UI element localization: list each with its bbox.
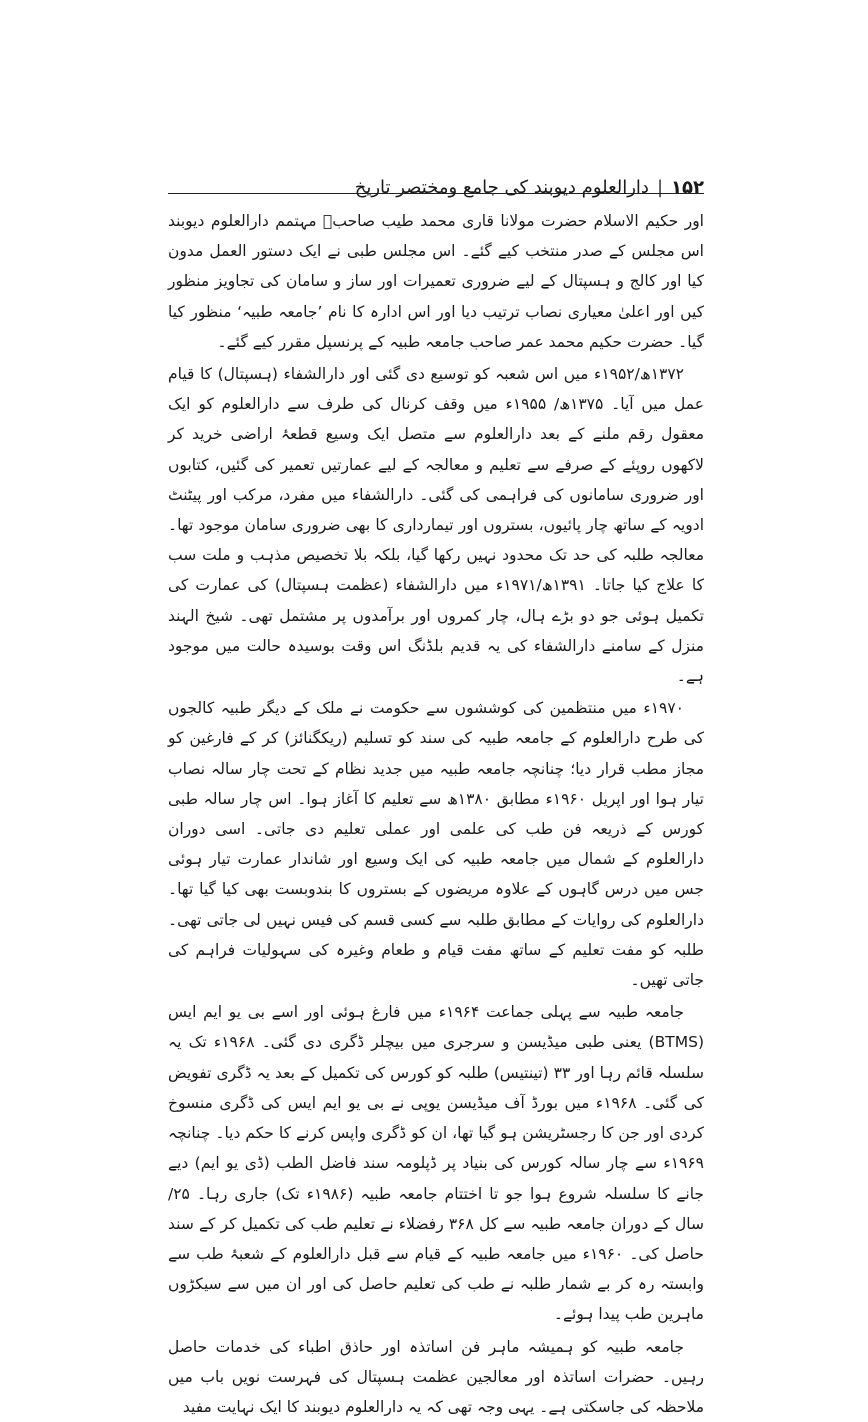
book-title: دارالعلوم دیوبند کی جامع ومختصر تاریخ	[354, 177, 649, 198]
header-separator: |	[656, 177, 664, 198]
body-text	[168, 206, 704, 1416]
running-header	[168, 160, 704, 200]
paragraph-3: ۱۹۷۰ء میں منتظمین کی کوششوں سے حکومت نے ملک کے دیگر طبیہ کالجوں کی طرح دارالعلوم کے جامعہ طبیہ کی سند کو تسلیم (ریکگنائز) کر کے فارغین کو مجاز مطب قرار دیا؛ چنانچہ جامعہ طبیہ میں جدید نظام کے تحت چار سالہ نصاب تیار ہوا اور اپریل ۱۹۶۰ء مطابق ۱۳۸۰ھ سے تعلیم کا آغاز ہوا۔ اس چار سالہ طبی کورس کے ذریعہ فن طب کی علمی اور عملی تعلیم دی جاتی۔ اسی دوران دارالعلوم کے شمال میں جامعہ طبیہ کی ایک وسیع اور شاندار عمارت تیار ہوئی جس میں درس گاہوں کے علاوہ مریضوں کے بستروں کا بندوبست بھی کیا گیا تھا۔ دارالعلوم کی روایات کے مطابق طلبہ سے کسی قسم کی فیس نہیں لی جاتی تھی۔ طلبہ کو مفت تعلیم کے ساتھ مفت قیام و طعام وغیرہ کی سہولیات فراہم کی جاتی تھیں۔	[168, 699, 704, 990]
paragraph-5: جامعہ طبیہ کو ہمیشہ ماہر فن اساتذہ اور حاذق اطباء کی خدمات حاصل رہیں۔ حضرات اساتذہ اور معالجین عظمت ہسپتال کی فہرست نویں باب میں ملاحظہ کی جاسکتی ہے۔ یہی وجہ تھی کہ یہ دارالعلوم دیوبند کا ایک نہایت مفید	[168, 1337, 704, 1416]
paragraph-1: اور حکیم الاسلام حضرت مولانا قاری محمد طیب صاحبؒ مہتمم دارالعلوم دیوبند اس مجلس کے صدر منتخب کیے گئے۔ اس مجلس طبی نے ایک دستور العمل مدون کیا اور کالج و ہسپتال کے لیے ضروری تعمیرات اور ساز و سامان کی تجاویز منظور کیں اور اعلیٰ معیاری نصاب ترتیب دیا اور اس ادارہ کا نام ’جامعہ طبیہ‘ منظور کیا گیا۔ حضرت حکیم محمد عمر صاحب جامعہ طبیہ کے پرنسپل مقرر کیے گئے۔	[168, 212, 704, 351]
page-number: ۱۵۲	[671, 177, 704, 198]
header-rule	[168, 193, 704, 194]
paragraph-4: جامعہ طبیہ سے پہلی جماعت ۱۹۶۴ء میں فارغ ہوئی اور اسے بی یو ایم ایس (BTMS) یعنی طبی میڈیسن و سرجری میں بیچلر ڈگری دی گئی۔ ۱۹۶۸ء تک یہ سلسلہ قائم رہا اور ۳۳ (تینتیس) طلبہ کو کورس کی تکمیل کے بعد یہ ڈگری تفویض کی گئی۔ ۱۹۶۸ء میں بورڈ آف میڈیسن یوپی نے بی یو ایم ایس کی ڈگری منسوخ کردی اور جن کا رجسٹریشن ہو گیا تھا، ان کو ڈگری واپس کرنے کا حکم دیا۔ چنانچہ ۱۹۶۹ء سے چار سالہ کورس کی بنیاد پر ڈپلومہ سند فاضل الطب (ڈی یو ایم) دیے جانے کا سلسلہ شروع ہوا جو تا اختتام جامعہ طبیہ (۱۹۸۶ء تک) جاری رہا۔ ۲۵/ سال کے دوران جامعہ طبیہ سے کل ۳۶۸ رفضلاء نے تعلیم طب کی تکمیل کر کے سند حاصل کی۔ ۱۹۶۰ء میں جامعہ طبیہ کے قیام سے قبل دارالعلوم کے شعبۂ طب سے وابستہ رہ کر بے شمار طلبہ نے طب کی تعلیم حاصل کی اور ان میں سے سیکڑوں ماہرین طب پیدا ہوئے۔	[168, 1003, 704, 1324]
paragraph-2: ۱۳۷۲ھ/۱۹۵۲ء میں اس شعبہ کو توسیع دی گئی اور دارالشفاء (ہسپتال) کا قیام عمل میں آیا۔ ۱۳۷۵ھ/ ۱۹۵۵ء میں وقف کرنال کی طرف سے دارالعلوم کو ایک معقول رقم ملنے کے بعد دارالعلوم سے متصل ایک وسیع قطعۂ اراضی خرید کر لاکھوں روپئے کے صرفے سے تعلیم و معالجہ کے لیے عمارتیں تعمیر کی گئیں، کتابوں اور ضروری سامانوں کی فراہمی کی گئی۔ دارالشفاء میں مفرد، مرکب اور پیٹنٹ ادویہ کے ساتھ چار پائیوں، بستروں اور تیمارداری کا بھی ضروری سامان موجود تھا۔ معالجہ طلبہ کی حد تک محدود نہیں رکھا گیا، بلکہ بلا تخصیص مذہب و ملت سب کا علاج کیا جاتا۔ ۱۳۹۱ھ/۱۹۷۱ء میں دارالشفاء (عظمت ہسپتال) کی عمارت کی تکمیل ہوئی جو دو بڑے ہال، چار کمروں اور برآمدوں پر مشتمل تھی۔ شیخ الہند منزل کے سامنے دارالشفاء کی یہ قدیم بلڈنگ اس وقت بوسیدہ حالت میں موجود ہے۔	[168, 365, 704, 686]
